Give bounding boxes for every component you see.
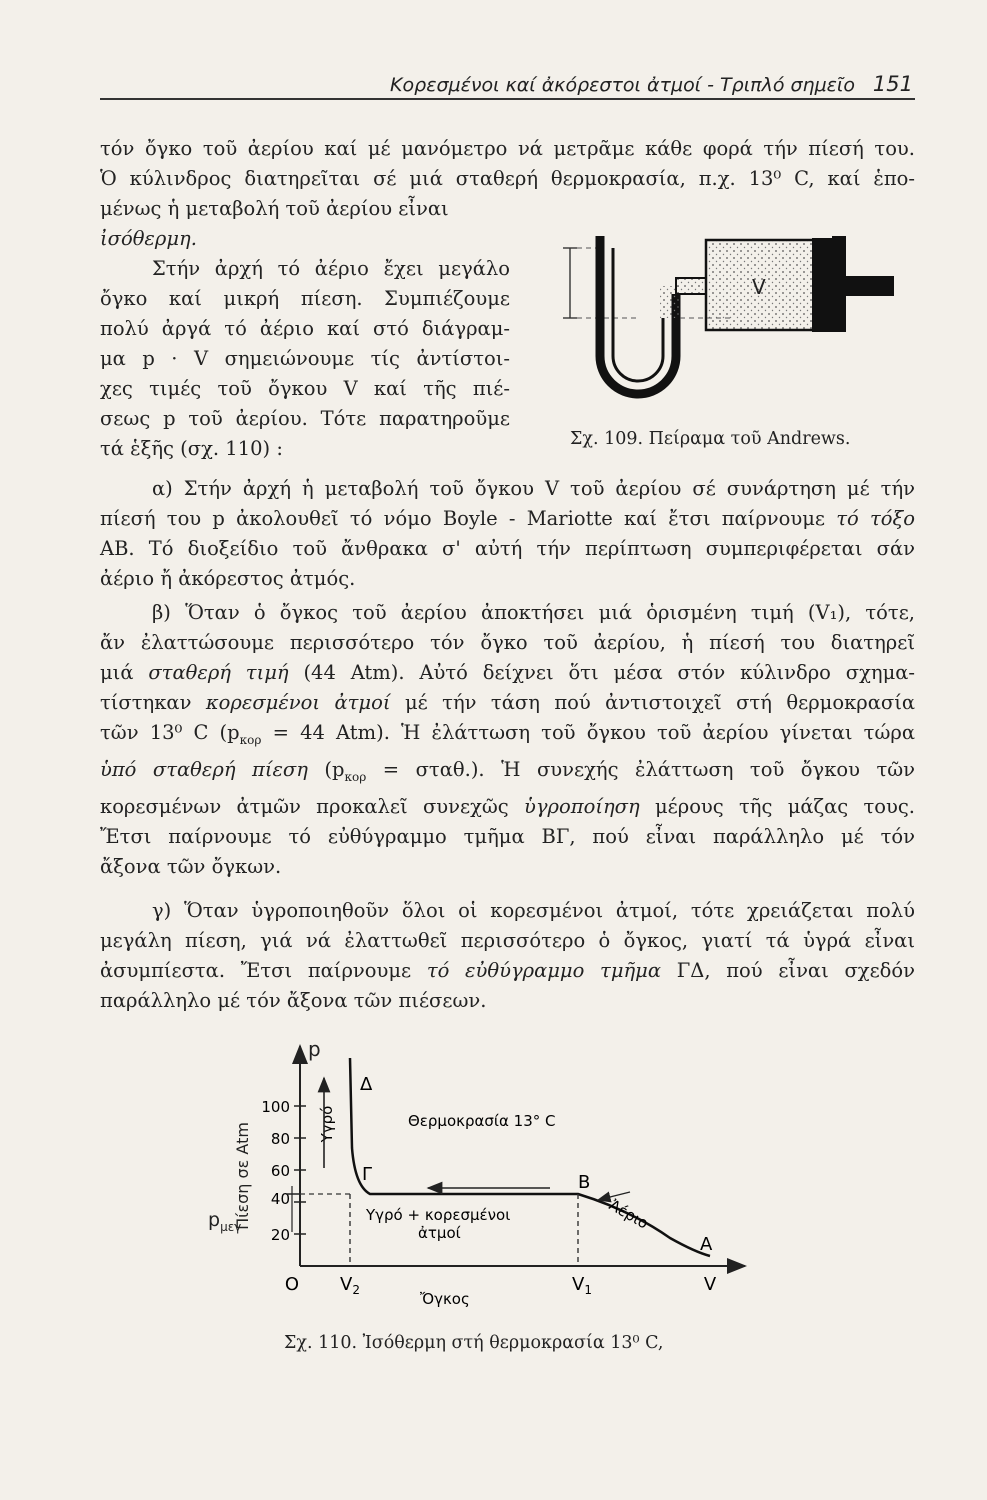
para-g-line-1: γ) Ὅταν ὑγροποιηθοῦν ὅλοι οἱ κορεσμένοι ἀτμοί, τότε χρειάζεται πολύ <box>152 899 915 922</box>
tick-100: 100 <box>261 1098 290 1116</box>
para-b-line-9: ἄξονα τῶν ὄγκων. <box>100 854 282 878</box>
point-delta: Δ <box>360 1074 373 1095</box>
point-alpha: Α <box>700 1234 713 1255</box>
intro-line-4: ἰσόθερμη. <box>100 227 197 250</box>
paragraph-b <box>100 598 915 882</box>
side-line-2: ὄγκο καί μικρή πίεση. Συμπιέζουμε <box>100 287 510 310</box>
volume-label: V <box>752 275 766 299</box>
isotherm-curve <box>350 1058 710 1256</box>
side-line-5: χες τιμές τοῦ ὄγκου V καί τῆς πιέ- <box>100 377 510 400</box>
intro-line-3: μένως ἡ μεταβολή τοῦ ἀερίου εἶναι <box>100 197 449 220</box>
para-b-line-5: τῶν 13⁰ C ($p_{\kappa o\rho} = 44$ Atm). Ἡ ἐλάττωση τοῦ ὄγκου τοῦ ἀερίου γίνεται τώρα <box>100 721 915 747</box>
mix-label-line-2: ἀτμοί <box>418 1224 461 1242</box>
para-b-line-4: τίστηκαν κορεσμένοι ἀτμοί μέ τήν τάση πού ἀντιστοιχεῖ στή θερμοκρασία <box>100 691 916 714</box>
v-label: V <box>703 1274 717 1295</box>
side-line-4: μα p · V σημειώνουμε τίς ἀντίστοι- <box>100 347 510 370</box>
para-a-line-3: ΑΒ. Τό διοξείδιο τοῦ ἄνθρακα σ' αὐτή τήν περίπτωση συμπεριφέρεται σάν <box>100 537 915 560</box>
para-b-line-2: ἄν ἐλαττώσουμε περισσότερο τόν ὄγκο τοῦ ἀερίου, ἡ πίεσή του διατηρεῖ <box>100 631 915 654</box>
andrews-apparatus-figure <box>550 228 895 414</box>
intro-line-2: Ὁ κύλινδρος διατηρεῖται σέ μιά σταθερή θερμοκρασία, π.χ. 13⁰ C, καί ἑπο- <box>100 167 915 190</box>
tick-60: 60 <box>270 1162 290 1180</box>
point-gamma: Γ <box>362 1164 373 1185</box>
running-title: Κορεσμένοι καί ἀκόρεστοι ἀτμοί - Τριπλό σημεῖο <box>390 74 855 96</box>
side-line-6: σεως p τοῦ ἀερίου. Τότε παρατηροῦμε <box>100 407 510 430</box>
page-number: 151 <box>872 72 913 96</box>
side-line-1: Στήν ἀρχή τό ἀέριο ἔχει μεγάλο <box>152 257 510 280</box>
paragraph-a <box>100 474 915 594</box>
v2-label: $V_2$ <box>340 1274 360 1297</box>
page-header <box>100 68 915 100</box>
gas-label: Ἀέριο <box>606 1195 652 1233</box>
origin-label: O <box>284 1274 300 1295</box>
para-b-line-8: Ἔτσι παίρνουμε τό εὐθύγραμμο τμῆμα ΒΓ, πού εἶναι παράλληλο μέ τόν <box>100 824 915 848</box>
para-a-line-4: ἀέριο ἤ ἀκόρεστος ἀτμός. <box>100 567 356 590</box>
p-kor-label: $p_{\mu\varepsilon\gamma}$ <box>208 1209 242 1234</box>
intro-line-1: τόν ὄγκο τοῦ ἀερίου καί μέ μανόμετρο νά μετρᾶμε κάθε φορά τήν πίεσή του. <box>100 137 915 160</box>
para-g-line-4: παράλληλο μέ τόν ἄξονα τῶν πιέσεων. <box>100 989 487 1012</box>
side-line-7: τά ἑξῆς (σχ. 110) : <box>100 437 283 460</box>
liquid-label: Υγρό <box>318 1105 336 1143</box>
temperature-label: Θερμοκρασία 13° C <box>408 1112 556 1130</box>
para-g-line-3: ἀσυμπίεστα. Ἔτσι παίρνουμε τό εὐθύγραμμο τμῆμα ΓΔ, πού εἶναι σχεδόν <box>100 959 916 982</box>
v1-label: $V_1$ <box>572 1274 592 1297</box>
para-a-line-1: α) Στήν ἀρχή ἡ μεταβολή τοῦ ὄγκου V τοῦ ἀερίου σέ συνάρτηση μέ τήν <box>152 477 915 500</box>
x-axis-label: Ὄγκος <box>420 1290 470 1308</box>
para-b-line-1: β) Ὅταν ὁ ὄγκος τοῦ ἀερίου ἀποκτήσει μιά ὁρισμένη τιμή (V₁), τότε, <box>152 601 915 624</box>
figure-110-caption: Σχ. 110. Ἰσόθερμη στή θερμοκρασία 13⁰ C, <box>284 1333 664 1353</box>
para-b-line-6: ὑπό σταθερή πίεση $(p_{\kappa o\rho} = \sigma\tau\alpha\theta.)$. Ἡ συνεχής ἐλάττωση τοῦ ὄγκου τῶν <box>100 757 915 784</box>
para-g-line-2: μεγάλη πίεση, γιά νά ἐλαττωθεῖ περισσότερο ὁ ὄγκος, γιατί τά ὑγρά εἶναι <box>100 929 915 952</box>
mix-label-line-1: Υγρό + κορεσμένοι <box>366 1206 511 1224</box>
y-axis-label: Πίεση σε Atm <box>233 1122 252 1230</box>
tick-20: 20 <box>270 1226 290 1244</box>
piston <box>812 238 846 332</box>
side-paragraph <box>100 254 510 464</box>
paragraph-g <box>100 896 915 1016</box>
y-axis-symbol: p <box>308 1037 321 1061</box>
point-beta: Β <box>578 1172 591 1193</box>
tick-80: 80 <box>270 1130 290 1148</box>
tick-40: 40 <box>270 1190 290 1208</box>
figure-109-caption: Σχ. 109. Πείραμα τοῦ Andrews. <box>570 429 851 449</box>
para-b-line-7: κορεσμένων ἀτμῶν προκαλεῖ συνεχῶς ὑγροποίηση μέρους τῆς μάζας τους. <box>100 794 916 818</box>
para-b-line-3: μιά σταθερή τιμή (44 Atm). Αὐτό δείχνει ὅτι μέσα στόν κύλινδρο σχημα- <box>100 661 915 684</box>
isotherm-diagram <box>200 1028 760 1318</box>
para-a-line-2: πίεσή του p ἀκολουθεῖ τό νόμο Boyle - Mariotte καί ἔτσι παίρνουμε τό τόξο <box>100 507 916 530</box>
piston-rod <box>846 276 894 296</box>
side-line-3: πολύ ἀργά τό ἀέριο καί στό διάγραμ- <box>100 317 510 340</box>
